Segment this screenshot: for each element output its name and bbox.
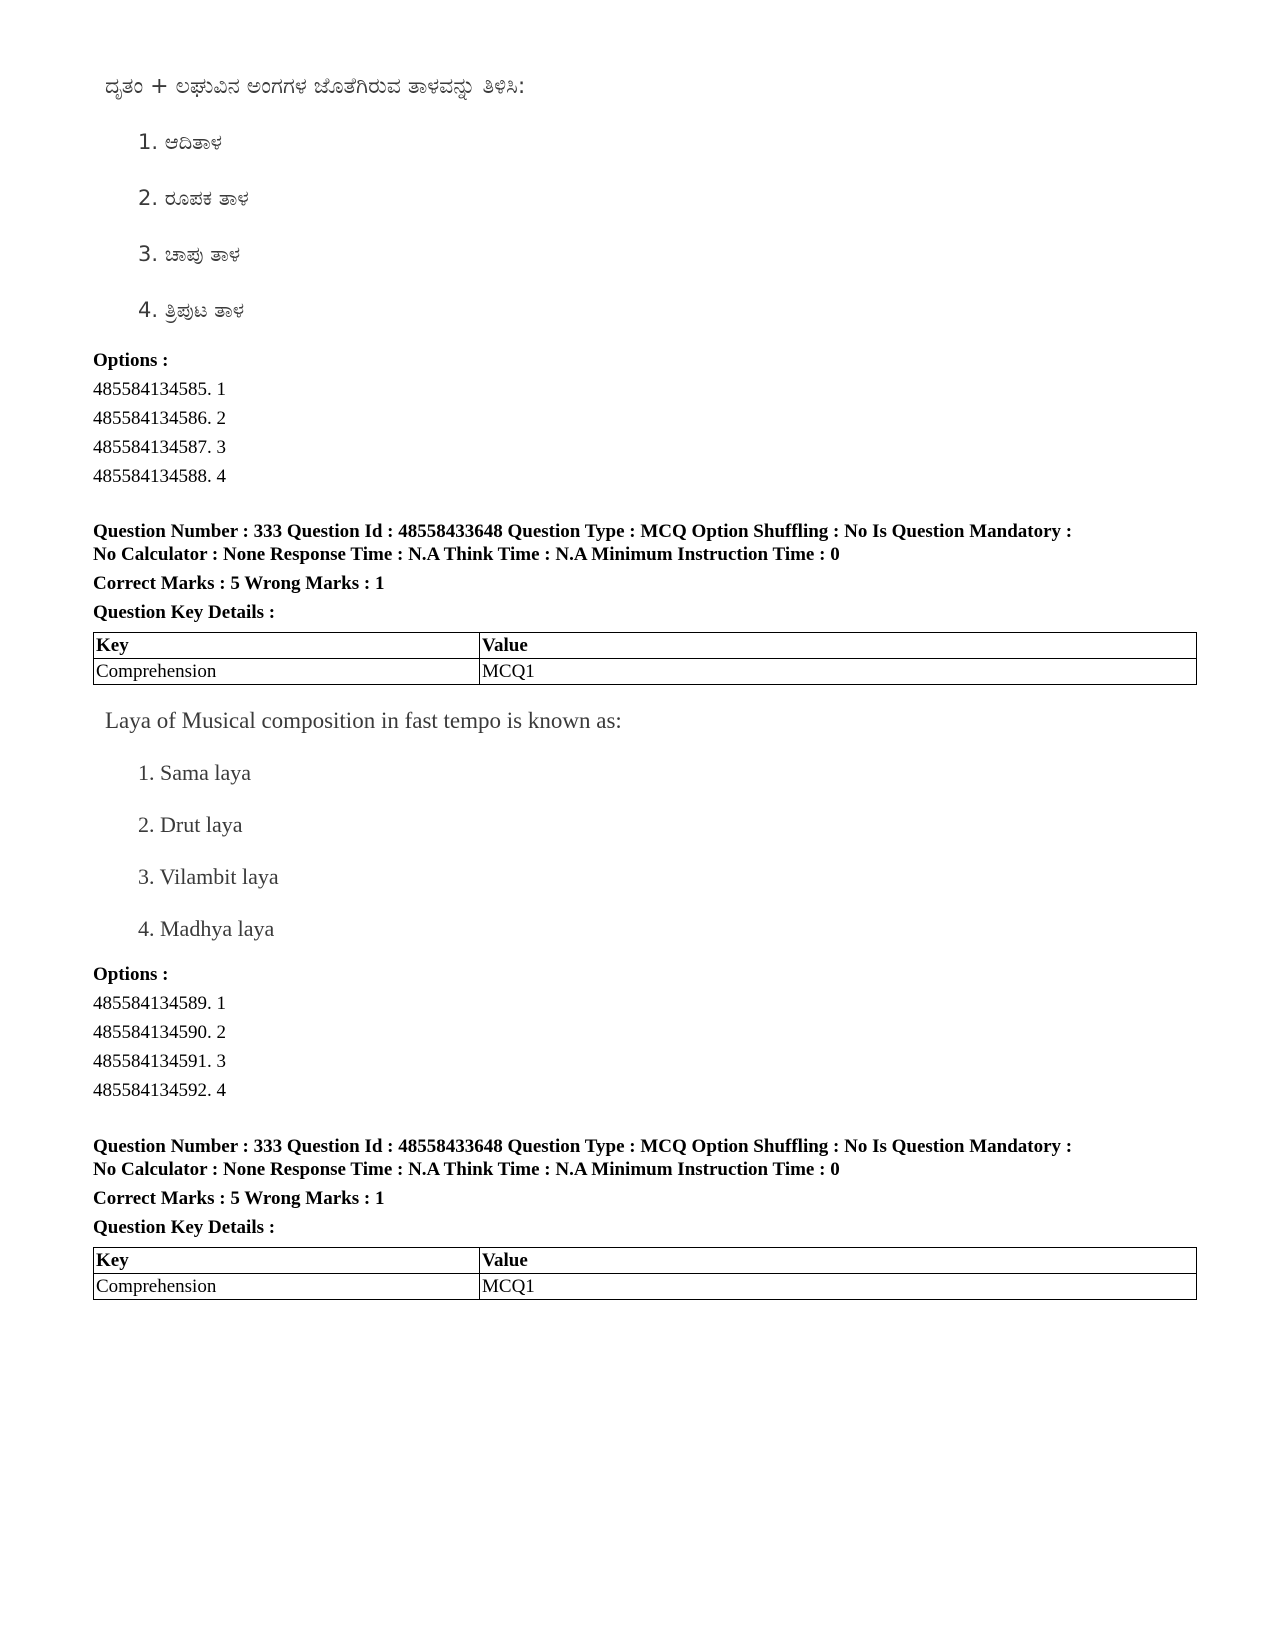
option-item: 485584134586. 2 [93, 408, 226, 429]
options-heading: Options : [93, 350, 169, 371]
question-meta-line: No Calculator : None Response Time : N.A Think Time : N.A Minimum Instruction Time : 0 [93, 1159, 840, 1180]
key-details-heading: Question Key Details : [93, 602, 276, 623]
table-header-row [94, 1248, 1197, 1274]
question-stem: ದೃತಂ + ಲಘುವಿನ ಅಂಗಗಳ ಜೊತೆಗಿರುವ ತಾಳವನ್ನು ತಿಳಿಸಿ: [105, 74, 526, 99]
option-item: 485584134588. 4 [93, 466, 226, 487]
option-item: 485584134591. 3 [93, 1051, 226, 1072]
table-row [94, 659, 1197, 685]
question-choice: 3. Vilambit laya [138, 864, 279, 889]
question-choice: 1. ಆದಿತಾಳ [138, 130, 223, 154]
question-choice: 4. Madhya laya [138, 916, 275, 941]
options-list [93, 960, 226, 1105]
question-meta [93, 1135, 1193, 1239]
option-item: 485584134589. 1 [93, 993, 226, 1014]
question-choice: 2. ರೂಪಕ ತಾಳ [138, 186, 249, 210]
table-header-cell: Key [94, 633, 480, 659]
option-item: 485584134587. 3 [93, 437, 226, 458]
table-cell: MCQ1 [480, 659, 1197, 685]
key-details-table [93, 1247, 1197, 1300]
question-choice: 2. Drut laya [138, 812, 243, 837]
marks-line: Correct Marks : 5 Wrong Marks : 1 [93, 1188, 385, 1209]
question-image-kannada [105, 74, 805, 334]
options-list [93, 346, 226, 491]
question-meta-line: Question Number : 333 Question Id : 48558433648 Question Type : MCQ Option Shuffling : No Is Question Mandatory : [93, 1136, 1073, 1157]
question-choice: 4. ತ್ರಿಪುಟ ತಾಳ [138, 298, 245, 322]
question-choice: 3. ಚಾಪು ತಾಳ [138, 242, 241, 266]
question-meta [93, 520, 1193, 624]
option-item: 485584134592. 4 [93, 1080, 226, 1101]
option-item: 485584134590. 2 [93, 1022, 226, 1043]
table-cell: Comprehension [94, 659, 480, 685]
key-details-heading: Question Key Details : [93, 1217, 276, 1238]
question-image-english [105, 708, 805, 948]
table-row [94, 1274, 1197, 1300]
table-header-cell: Value [480, 1248, 1197, 1274]
question-choice: 1. Sama laya [138, 760, 252, 785]
option-item: 485584134585. 1 [93, 379, 226, 400]
question-stem: Laya of Musical composition in fast tempo is known as: [105, 708, 622, 733]
table-cell: MCQ1 [480, 1274, 1197, 1300]
options-heading: Options : [93, 964, 169, 985]
marks-line: Correct Marks : 5 Wrong Marks : 1 [93, 573, 385, 594]
table-cell: Comprehension [94, 1274, 480, 1300]
question-meta-line: Question Number : 333 Question Id : 48558433648 Question Type : MCQ Option Shuffling : No Is Question Mandatory : [93, 521, 1073, 542]
key-details-table [93, 632, 1197, 685]
question-meta-line: No Calculator : None Response Time : N.A Think Time : N.A Minimum Instruction Time : 0 [93, 544, 840, 565]
table-header-row [94, 633, 1197, 659]
table-header-cell: Value [480, 633, 1197, 659]
table-header-cell: Key [94, 1248, 480, 1274]
